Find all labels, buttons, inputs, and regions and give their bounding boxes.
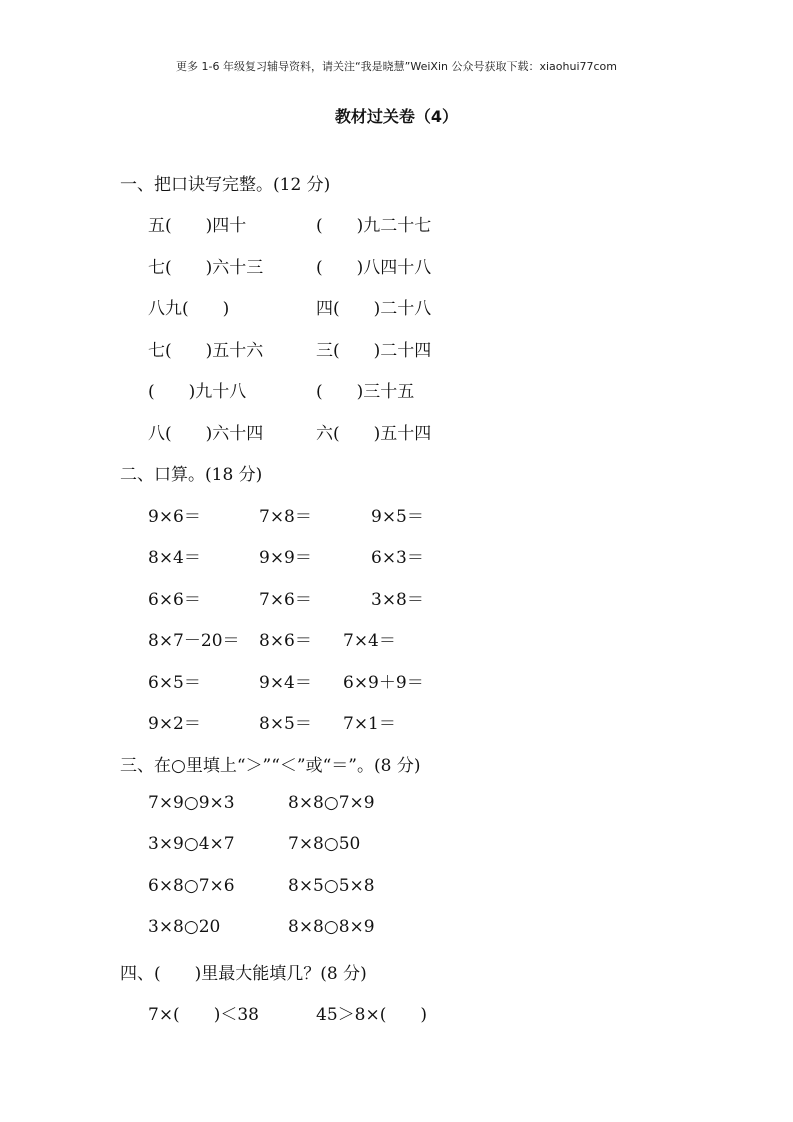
- section-3-heading: 三、在○里填上“＞”“＜”或“＝”。(8 分): [120, 756, 421, 776]
- question-item: 3×9○4×7: [148, 834, 235, 854]
- question-item: 6×3＝: [371, 548, 424, 568]
- question-item: 9×5＝: [371, 507, 424, 527]
- question-item: 三( )二十四: [316, 341, 432, 361]
- question-item: 8×8○7×9: [288, 793, 375, 813]
- question-item: 8×6＝: [259, 631, 312, 651]
- question-item: 9×9＝: [259, 548, 312, 568]
- question-item: 7×9○9×3: [148, 793, 235, 813]
- question-item: 3×8＝: [371, 590, 424, 610]
- question-item: 八九( ): [148, 299, 230, 319]
- question-item: 7×8○50: [288, 834, 361, 854]
- question-item: 6×5＝: [148, 673, 201, 693]
- question-item: 6×8○7×6: [148, 876, 235, 896]
- question-item: 8×7－20＝: [148, 631, 240, 651]
- question-item: 七( )六十三: [148, 258, 264, 278]
- question-item: 9×4＝: [259, 673, 312, 693]
- question-item: ( )三十五: [316, 382, 415, 402]
- question-item: ( )九二十七: [316, 216, 432, 236]
- question-item: 3×8○20: [148, 917, 221, 937]
- question-item: 七( )五十六: [148, 341, 264, 361]
- page-title: 教材过关卷（4）: [334, 107, 459, 126]
- question-item: 五( )四十: [148, 216, 247, 236]
- question-item: 六( )五十四: [316, 424, 432, 444]
- section-4-heading: 四、( )里最大能填几？(8 分): [120, 964, 367, 984]
- question-item: ( )九十八: [148, 382, 247, 402]
- section-1-heading: 一、把口诀写完整。(12 分): [120, 175, 331, 195]
- question-item: 8×5○5×8: [288, 876, 375, 896]
- question-item: 8×4＝: [148, 548, 201, 568]
- question-item: 6×9＋9＝: [343, 673, 424, 693]
- question-item: 8×5＝: [259, 714, 312, 734]
- question-item: 7×( )＜38: [148, 1005, 259, 1025]
- question-item: 6×6＝: [148, 590, 201, 610]
- question-item: 八( )六十四: [148, 424, 264, 444]
- page-header-note: 更多 1-6 年级复习辅导资料，请关注“我是晓慧”WeiXin 公众号获取下载：xiaohui77com: [176, 60, 617, 73]
- question-item: 7×8＝: [259, 507, 312, 527]
- question-item: 45＞8×( ): [316, 1005, 427, 1025]
- question-item: 7×6＝: [259, 590, 312, 610]
- question-item: 9×6＝: [148, 507, 201, 527]
- question-item: ( )八四十八: [316, 258, 432, 278]
- question-item: 7×1＝: [343, 714, 396, 734]
- question-item: 9×2＝: [148, 714, 201, 734]
- question-item: 7×4＝: [343, 631, 396, 651]
- question-item: 四( )二十八: [316, 299, 432, 319]
- section-2-heading: 二、口算。(18 分): [120, 465, 263, 485]
- question-item: 8×8○8×9: [288, 917, 375, 937]
